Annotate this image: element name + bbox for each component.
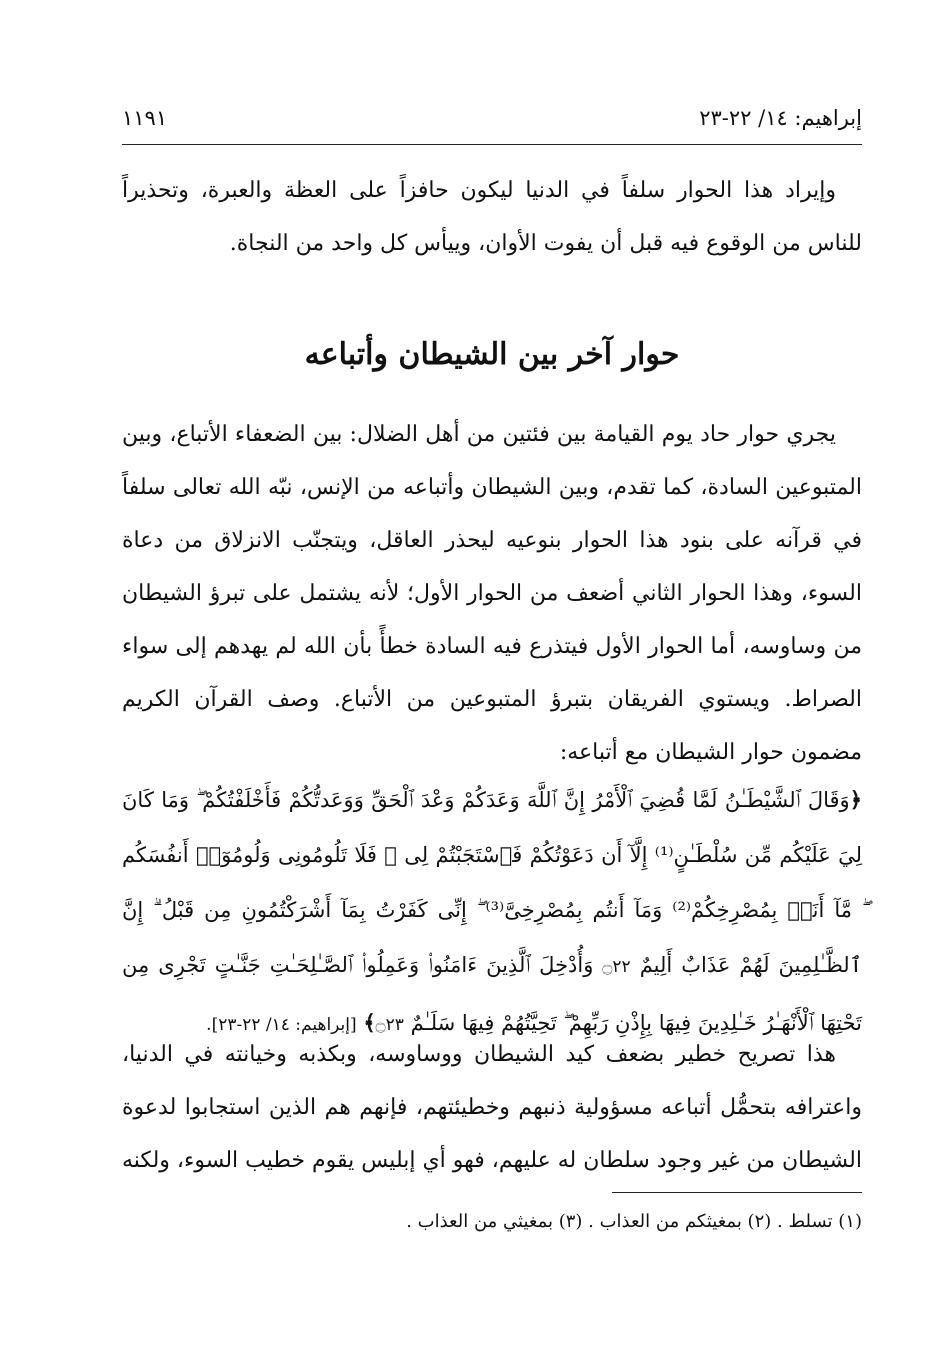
quran-open-brace: ﴿ bbox=[849, 787, 862, 812]
ayah-number-22: ۝٢٢ bbox=[602, 957, 631, 977]
intro-paragraph: وإيراد هذا الحوار سلفاً في الدنيا ليكون حافزاً على العظة والعبرة، وتحذيراً للناس من الوقوع فيه قبل أن يفوت الأوان، وييأس كل واحد من النجاة. bbox=[122, 178, 862, 256]
running-header bbox=[122, 96, 862, 145]
intro-block bbox=[122, 164, 862, 270]
footnotes: (١) تسلط . (٢) بمغيثكم من العذاب . (٣) بمغيثي من العذاب . bbox=[406, 1211, 862, 1232]
page-number: ١١٩١ bbox=[122, 106, 168, 130]
quran-verse-22: وَقَالَ ٱلشَّيْطَـٰنُ لَمَّا قُضِيَ ٱلْأَمْرُ إِنَّ ٱللَّهَ وَعَدَكُمْ وَعْدَ ٱلْحَقِّ وَوَعَدتُّكُمْ فَأَخْلَفْتُكُمْ ۖ وَمَا كَانَ لِيَ عَلَيْكُم مِّن سُلْطَـٰنٍ⁽¹⁾ إِلَّآ أَن دَعَوْتُكُمْ فَٱسْتَجَبْتُمْ لِى ۖ فَلَا تَلُومُونِى وَلُومُوٓا۟ أَنفُسَكُم ۖ مَّآ أَنَا۠ بِمُصْرِخِكُمْ⁽²⁾ وَمَآ أَنتُم بِمُصْرِخِىَّ⁽³⁾ ۖ إِنِّى كَفَرْتُ بِمَآ أَشْرَكْتُمُونِ مِن قَبْلُ ۗ إِنَّ ٱلظَّـٰلِمِينَ لَهُمْ عَذَابٌ أَلِيمٌ bbox=[122, 788, 862, 977]
quran-block bbox=[122, 772, 862, 1053]
body-block-1 bbox=[122, 408, 862, 779]
body-paragraph-2: هذا تصريح خطير بضعف كيد الشيطان ووساوسه، وبكذبه وخيانته في الدنيا، واعترافه بتحمُّل أتباعه مسؤولية ذنبهم وخطيئتهم، فإنهم هم الذين استجابوا لدعوة الشيطان من غير وجود سلطان له عليهم، فهو أي إبليس يقوم خطيب السوء، ولكنه bbox=[122, 1042, 862, 1173]
footnote-divider bbox=[612, 1192, 862, 1193]
ayah-number-23: ۝٢٣ bbox=[375, 1015, 404, 1035]
body-paragraph-1: يجري حوار حاد يوم القيامة بين فئتين من أهل الضلال: بين الضعفاء الأتباع، وبين المتبوعين السادة، كما تقدم، وبين الشيطان وأتباعه من الإنس، نبّه الله تعالى سلفاً في قرآنه على بنود هذا الحوار بنوعيه ليحذر العاقل، ويتجنّب الانزلاق من دعاة السوء، وهذا الحوار الثاني أضعف من الحوار الأول؛ لأنه يشتمل على تبرؤ الشيطان من وساوسه، أما الحوار الأول فيتذرع فيه السادة خطأً بأن الله لم يهدهم إلى سواء الصراط. ويستوي الفريقان بتبرؤ المتبوعين من الأتباع. وصف القرآن الكريم مضمون حوار الشيطان مع أتباعه: bbox=[122, 422, 862, 765]
section-title: حوار آخر بين الشيطان وأتباعه bbox=[304, 337, 680, 372]
body-block-2 bbox=[122, 1028, 862, 1187]
quran-quotation bbox=[122, 772, 862, 1053]
chapter-verse-reference: إبراهيم: ١٤/ ٢٢-٢٣ bbox=[699, 106, 862, 130]
quran-verse-23: وَأُدْخِلَ ٱلَّذِينَ ءَامَنُوا۟ وَعَمِلُوا۟ ٱلصَّـٰلِحَـٰتِ جَنَّـٰتٍ تَجْرِى مِن تَحْتِهَا ٱلْأَنْهَـٰرُ خَـٰلِدِينَ فِيهَا بِإِذْنِ رَبِّهِمْ ۖ تَحِيَّتُهُمْ فِيهَا سَلَـٰمٌ bbox=[122, 953, 862, 1035]
quran-reference: [إبراهيم: ١٤/ ٢٢-٢٣]. bbox=[206, 1015, 357, 1035]
quran-close-brace: ﴾ bbox=[363, 1010, 376, 1035]
